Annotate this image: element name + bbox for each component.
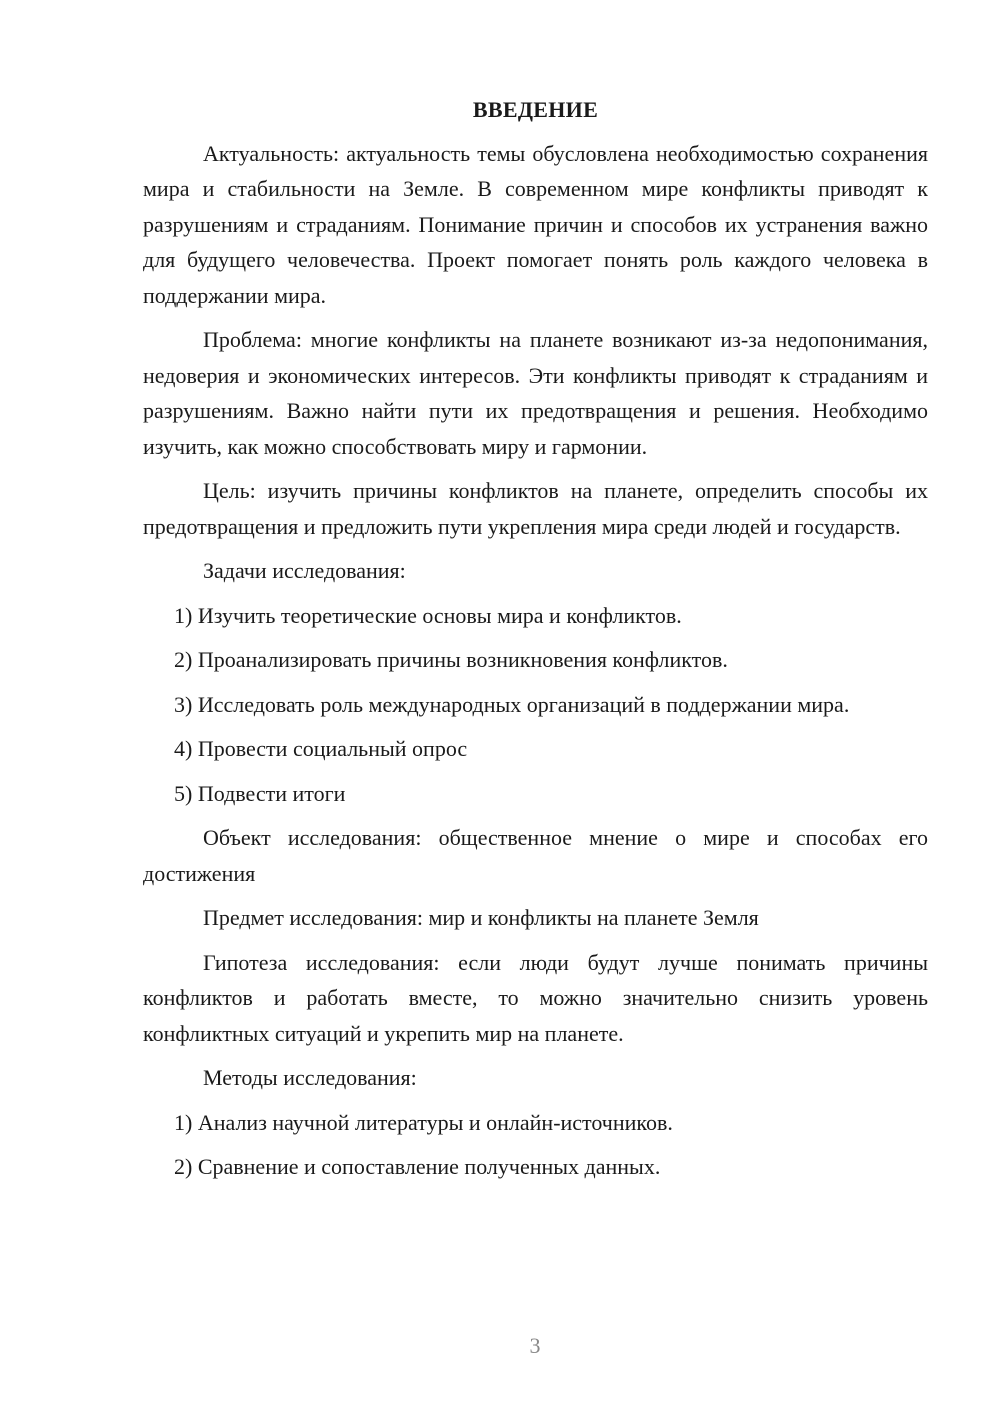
- relevance-paragraph: Актуальность: актуальность темы обусловлена необходимостью сохранения мира и стабильности на Земле. В современном мире конфликты приводят к разрушениям и страданиям. Понимание причин и способов их устранения важно для будущего человечества. Проект помогает понять роль каждого человека в поддержании мира.: [143, 140, 928, 308]
- problem-paragraph: Проблема: многие конфликты на планете возникают из-за недопонимания, недоверия и экономических интересов. Эти конфликты приводят к страданиям и разрушениям. Важно найти пути их предотвращения и решения. Необходимо изучить, как можно способствовать миру и гармонии.: [143, 327, 928, 459]
- hypothesis-paragraph: Гипотеза исследования: если люди будут лучше понимать причины конфликтов и работать вместе, то можно значительно снизить уровень конфликтных ситуаций и укрепить мир на планете.: [143, 949, 928, 1046]
- task-item: 2) Проанализировать причины возникновения конфликтов.: [174, 647, 728, 672]
- document-page: [143, 92, 928, 1194]
- task-item: 5) Подвести итоги: [174, 780, 346, 806]
- task-item: 1) Изучить теоретические основы мира и конфликтов.: [174, 602, 682, 628]
- methods-heading: Методы исследования:: [203, 1065, 417, 1090]
- subject-paragraph: Предмет исследования: мир и конфликты на планете Земля: [203, 905, 759, 930]
- method-item: 2) Сравнение и сопоставление полученных данных.: [174, 1154, 661, 1179]
- task-item: 3) Исследовать роль международных организаций в поддержании мира.: [174, 691, 850, 717]
- object-paragraph: Объект исследования: общественное мнение о мире и способах его достижения: [143, 825, 928, 886]
- task-item: 4) Провести социальный опрос: [174, 736, 468, 761]
- goal-paragraph: Цель: изучить причины конфликтов на планете, определить способы их предотвращения и предложить пути укрепления мира среди людей и государств.: [143, 478, 928, 539]
- page-number: 3: [529, 1333, 541, 1358]
- method-item: 1) Анализ научной литературы и онлайн-источников.: [174, 1109, 673, 1135]
- tasks-heading: Задачи исследования:: [203, 558, 406, 583]
- page-title: ВВЕДЕНИЕ: [472, 97, 599, 122]
